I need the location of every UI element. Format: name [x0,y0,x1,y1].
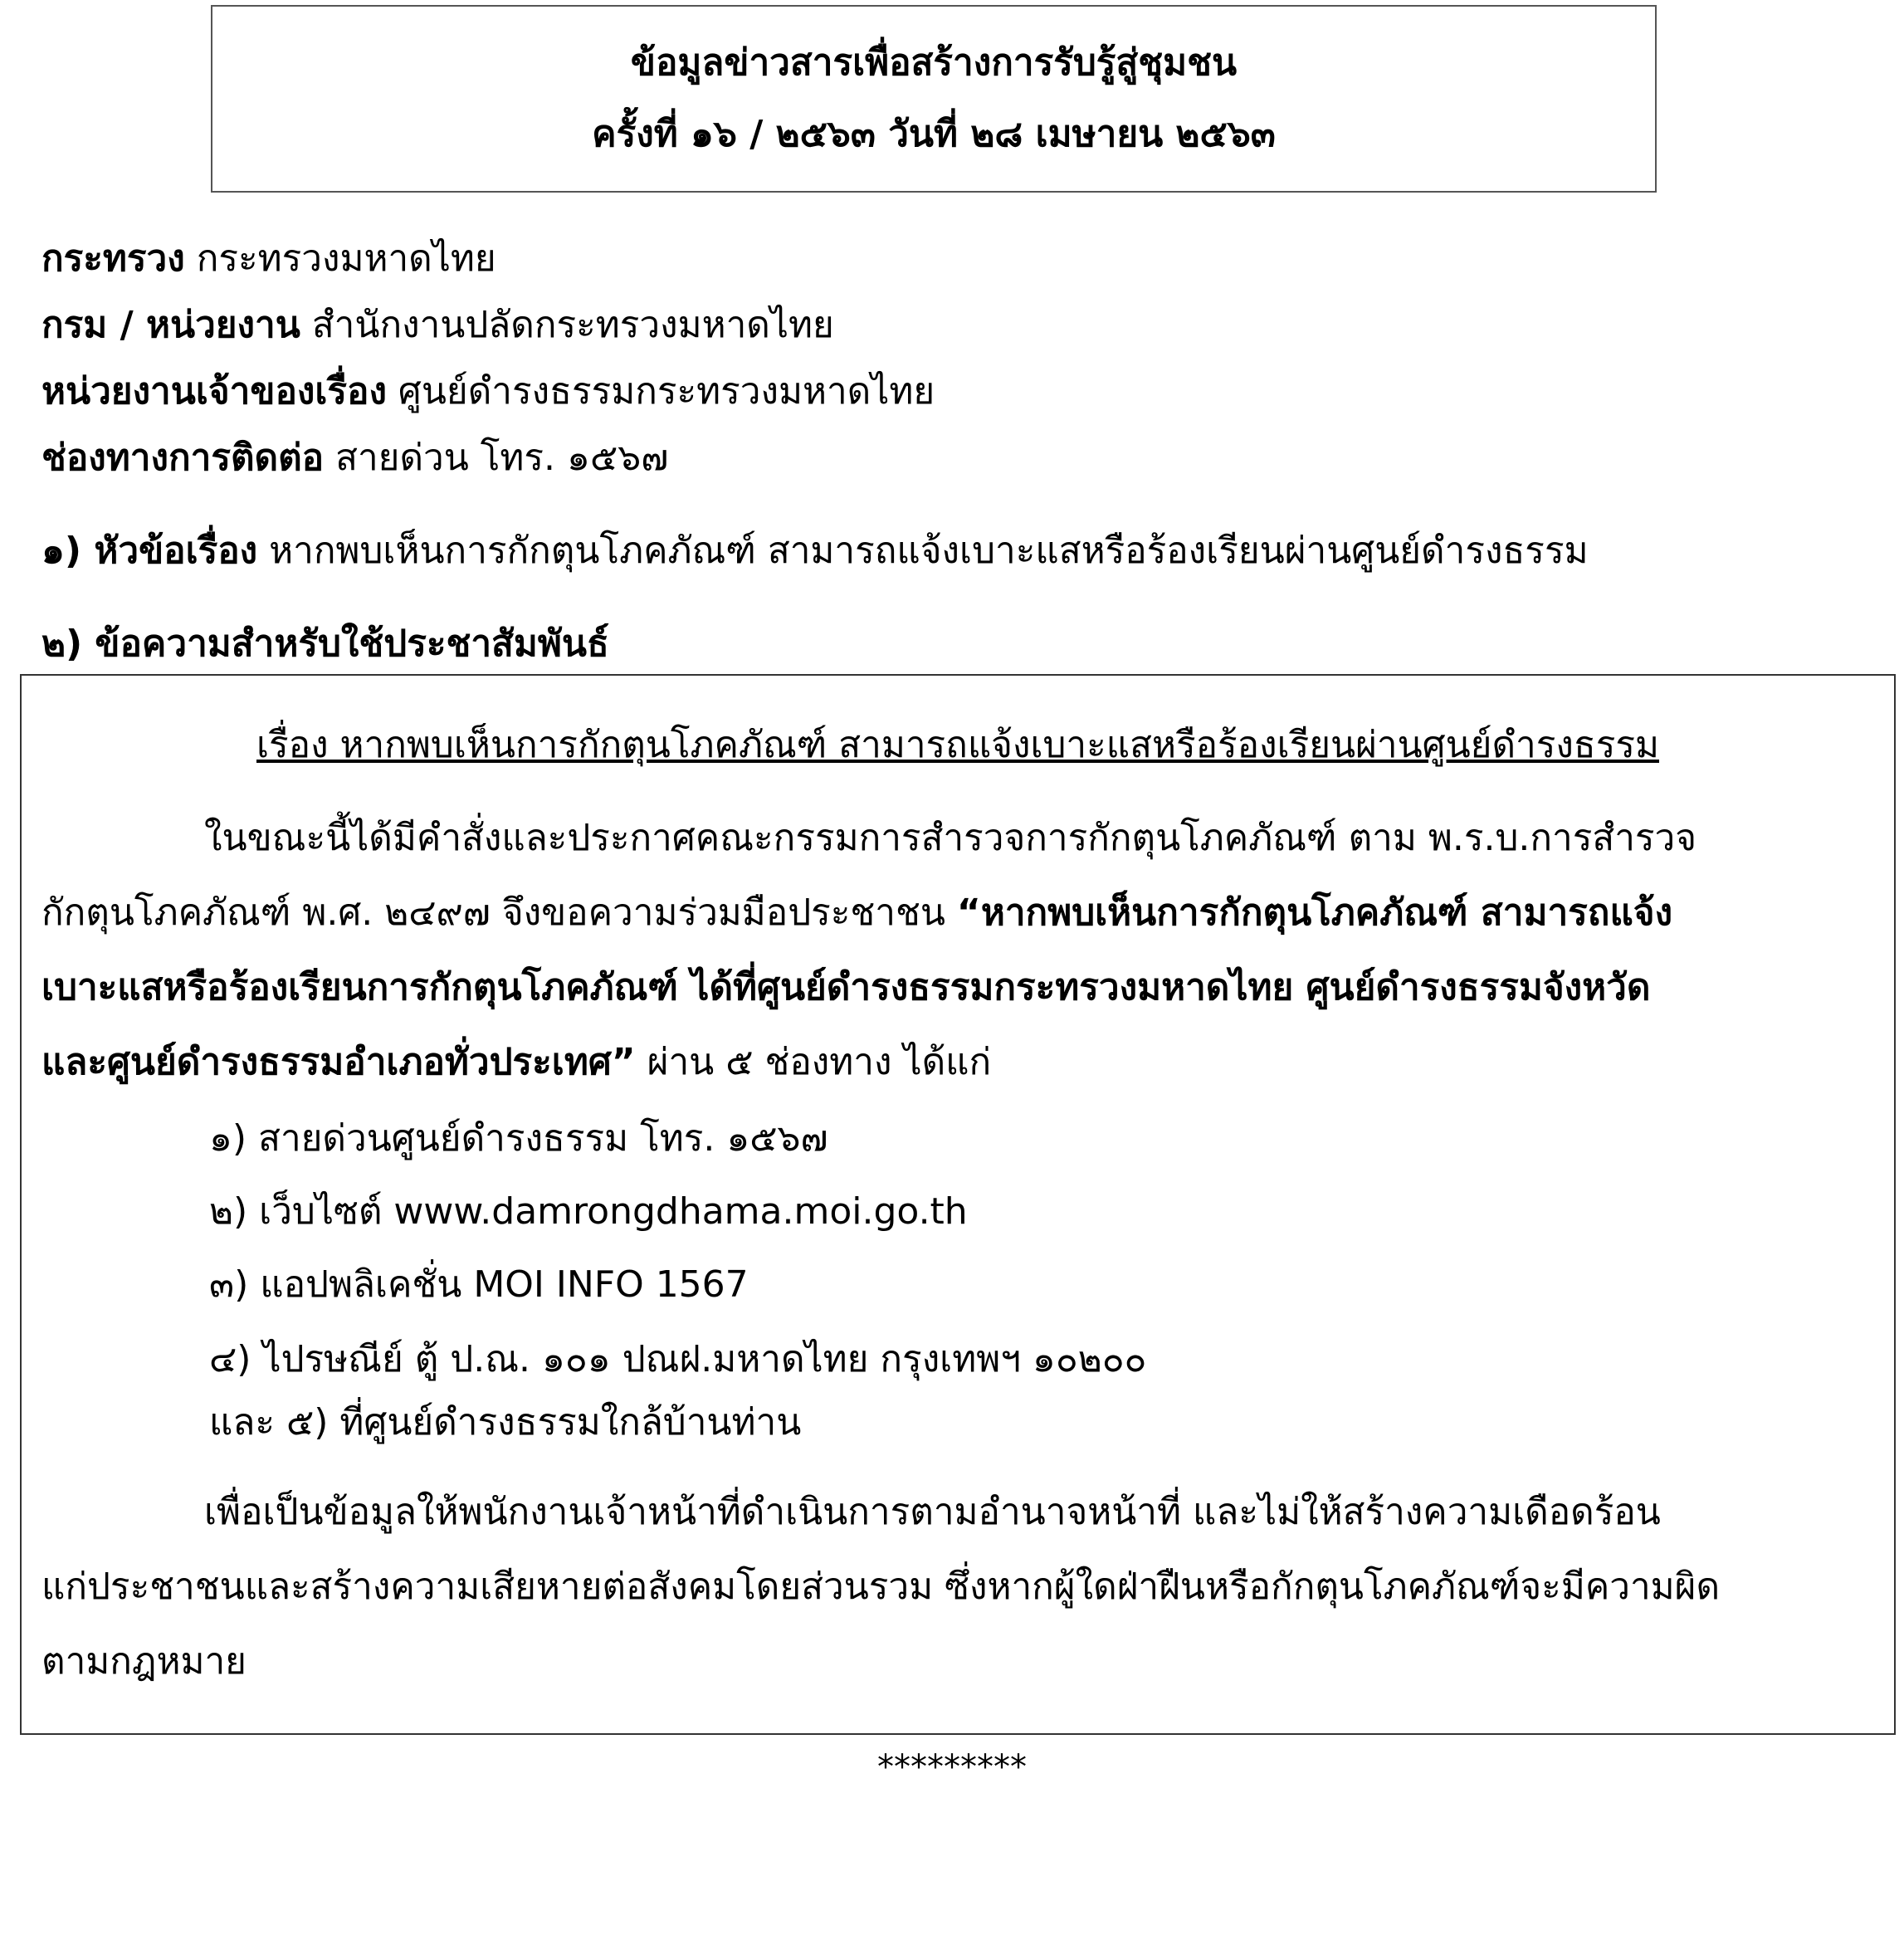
paragraph-emphasis: และศูนย์ดำรงธรรมอำเภอทั่วประเทศ” [41,1041,636,1083]
topic-value: หากพบเห็นการกักตุนโภคภัณฑ์ สามารถแจ้งเบาะแสหรือร้องเรียนผ่านศูนย์ดำรงธรรม [257,530,1589,572]
ministry-row [41,234,496,284]
topic-row [41,526,1589,576]
paragraph-line [41,963,1650,1013]
closing-line: เพื่อเป็นข้อมูลให้พนักงานเจ้าหน้าที่ดำเนินการตามอำนาจหน้าที่ และไม่ให้สร้างความเดือดร้อน [204,1491,1661,1533]
paragraph-line [41,1038,991,1087]
paragraph-emphasis: เบาะแสหรือร้องเรียนการกักตุนโภคภัณฑ์ ได้ที่ศูนย์ดำรงธรรมกระทรวงมหาดไทย ศูนย์ดำรงธรรมจังหวัด [41,966,1651,1009]
contact-label: ช่องทางการติดต่อ [41,437,325,479]
end-separator: ********* [877,1748,1027,1786]
owner-value: ศูนย์ดำรงธรรมกระทรวงมหาดไทย [386,370,935,413]
paragraph-line [41,888,1672,938]
pr-section-title [41,619,609,669]
owner-row [41,367,935,417]
department-row [41,300,834,350]
channel-postal: ๔) ไปรษณีย์ ตู้ ป.ณ. ๑๐๑ ปณฝ.มหาดไทย กรุงเทพฯ ๑๐๒๐๐ [209,1338,1147,1380]
paragraph-emphasis: “หากพบเห็นการกักตุนโภคภัณฑ์ สามารถแจ้ง [956,892,1673,934]
paragraph-line: ในขณะนี้ได้มีคำสั่งและประกาศคณะกรรมการสำรวจการกักตุนโภคภัณฑ์ ตาม พ.ร.บ.การสำรวจ [204,817,1697,859]
department-label: กรม / หน่วยงาน [41,304,300,346]
channel-application: ๓) แอปพลิเคชั่น MOI INFO 1567 [209,1263,749,1306]
owner-label: หน่วยงานเจ้าของเรื่อง [41,370,387,413]
ministry-value: กระทรวงมหาดไทย [184,237,496,280]
pr-message-box [20,674,1896,1735]
channel-local-center: และ ๕) ที่ศูนย์ดำรงธรรมใกล้บ้านท่าน [209,1401,802,1444]
issue-date-line: ครั้งที่ ๑๖ / ๒๕๖๓ วันที่ ๒๘ เมษายน ๒๕๖๓ [592,113,1276,155]
closing-line: ตามกฎหมาย [41,1640,247,1683]
pr-section-title-text: ๒) ข้อความสำหรับใช้ประชาสัมพันธ์ [41,623,609,665]
topic-label: ๑) หัวข้อเรื่อง [41,530,258,572]
paragraph-text: กักตุนโภคภัณฑ์ พ.ศ. ๒๔๙๗ จึงขอความร่วมมือประชาชน [41,892,957,934]
contact-value: สายด่วน โทร. ๑๕๖๗ [324,437,669,479]
ministry-label: กระทรวง [41,237,185,280]
channel-hotline: ๑) สายด่วนศูนย์ดำรงธรรม โทร. ๑๕๖๗ [209,1117,828,1160]
channel-website: ๒) เว็บไซต์ www.damrongdhama.moi.go.th [209,1190,968,1233]
contact-row [41,433,668,483]
closing-line: แก่ประชาชนและสร้างความเสียหายต่อสังคมโดยส่วนรวม ซึ่งหากผู้ใดฝ่าฝืนหรือกักตุนโภคภัณฑ์จะมีความผิด [41,1566,1721,1608]
department-value: สำนักงานปลัดกระทรวงมหาดไทย [300,304,834,346]
document-title: ข้อมูลข่าวสารเพื่อสร้างการรับรู้สู่ชุมชน [630,42,1238,84]
header-box [211,5,1657,193]
paragraph-text: ผ่าน ๕ ช่องทาง ได้แก่ [635,1041,992,1083]
message-subject: เรื่อง หากพบเห็นการกักตุนโภคภัณฑ์ สามารถแจ้งเบาะแสหรือร้องเรียนผ่านศูนย์ดำรงธรรม [256,724,1659,766]
